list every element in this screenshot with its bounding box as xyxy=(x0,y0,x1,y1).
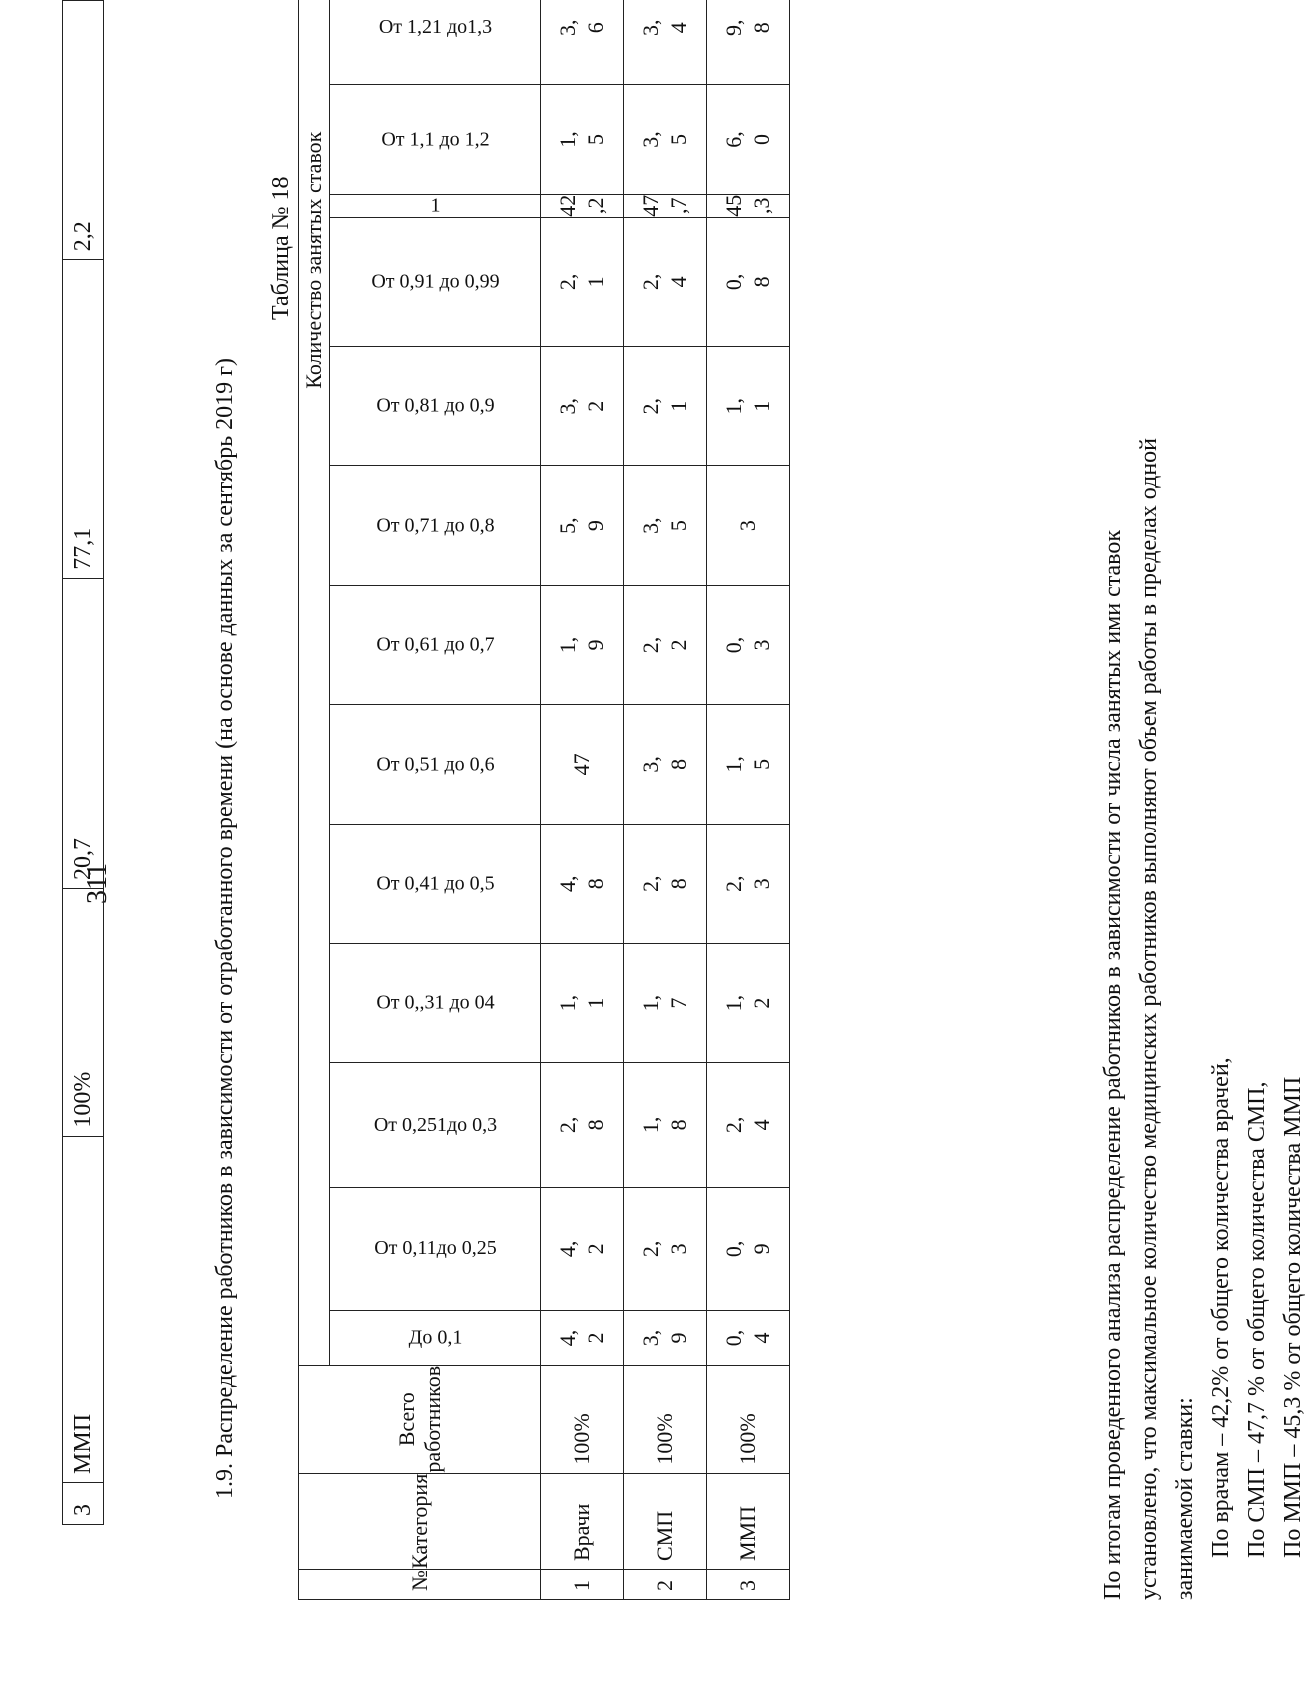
header-category: Категория xyxy=(299,1473,541,1569)
header-total: Всего работников xyxy=(299,1365,541,1473)
row-value: 1, 1 xyxy=(707,347,790,466)
paragraph-line-2: установлено, что максимальное количество медицинских работников выполняют объем работы в пределах одной xyxy=(1136,437,1162,1600)
previous-table-row xyxy=(62,0,104,1525)
row-value: 0, 9 xyxy=(707,1187,790,1311)
prev-row-category: ММП xyxy=(63,1136,104,1482)
page-number: 311 xyxy=(82,863,113,904)
prev-row-no: 3 xyxy=(63,1482,104,1524)
distribution-table xyxy=(298,0,790,1600)
row-value: 1, 2 xyxy=(707,943,790,1062)
paragraph-line-3: занимаемой ставки: xyxy=(1172,1397,1198,1600)
row-total: 100% xyxy=(541,1365,624,1473)
row-value: 3, 8 xyxy=(624,705,707,824)
row-value: 0, 8 xyxy=(707,217,790,346)
row-value: 45 ,3 xyxy=(707,194,790,217)
summary-line-2: По СМП – 47,7 % от общего количества СМП, xyxy=(1244,1081,1270,1558)
row-value: 1, 5 xyxy=(707,705,790,824)
row-value: 3, 9 xyxy=(624,1311,707,1366)
range-header-label: От 0,61 до 0,7 xyxy=(375,633,495,656)
section-heading: 1.9. Распределение работников в зависимости от отработанного времени (на основе данных за сентябрь 2019 г) xyxy=(212,357,238,1499)
row-value: 2, 4 xyxy=(624,217,707,346)
row-value: 9, 8 xyxy=(707,0,790,85)
range-header-label: От 1,1 до 1,2 xyxy=(380,128,490,151)
prev-row-total: 100% xyxy=(63,889,104,1137)
row-value: 1, 8 xyxy=(624,1063,707,1187)
row-value: 3, 5 xyxy=(624,85,707,194)
table-row xyxy=(541,0,624,1600)
row-value: 2, 8 xyxy=(541,1063,624,1187)
range-header-7 xyxy=(330,585,541,704)
summary-line-3: По ММП – 45,3 % от общего количества ММП xyxy=(1280,1076,1306,1558)
range-header-6 xyxy=(330,705,541,824)
range-header-4 xyxy=(330,943,541,1062)
table-row xyxy=(624,0,707,1600)
row-value: 1, 9 xyxy=(541,585,624,704)
row-category: СМП xyxy=(624,1473,707,1569)
summary-line-1: По врачам – 42,2% от общего количества врачей, xyxy=(1208,1057,1234,1558)
range-header-label: 1 xyxy=(430,194,440,217)
range-header-13 xyxy=(330,0,541,85)
row-total: 100% xyxy=(624,1365,707,1473)
row-value: 2, 1 xyxy=(541,217,624,346)
prev-row-value-1: 20,7 xyxy=(63,578,104,888)
range-header-row xyxy=(330,0,541,1600)
row-value: 4, 2 xyxy=(541,1187,624,1311)
row-value: 3, 4 xyxy=(624,0,707,85)
range-header-label: От 0,,31 до 04 xyxy=(375,991,495,1014)
row-value: 3 xyxy=(707,466,790,585)
row-value: 1, 5 xyxy=(541,85,624,194)
row-value: 5, 9 xyxy=(541,466,624,585)
row-value: 1, 7 xyxy=(624,943,707,1062)
range-header-10 xyxy=(330,217,541,346)
row-value: 2, 4 xyxy=(707,1063,790,1187)
range-header-label: От 0,81 до 0,9 xyxy=(375,394,495,417)
range-header-label: От 1,21 до1,3 xyxy=(378,16,492,39)
row-total: 100% xyxy=(707,1365,790,1473)
row-category: ММП xyxy=(707,1473,790,1569)
range-header-label: До 0,1 xyxy=(408,1326,462,1349)
row-value: 42 ,2 xyxy=(541,194,624,217)
row-value: 47 ,7 xyxy=(624,194,707,217)
range-header-label: От 0,41 до 0,5 xyxy=(375,872,495,895)
row-category: Врачи xyxy=(541,1473,624,1569)
range-header-12 xyxy=(330,85,541,194)
range-header-label: От 0,11до 0,25 xyxy=(373,1237,497,1260)
row-no: 2 xyxy=(624,1570,707,1600)
range-header-label: От 0,251до 0,3 xyxy=(373,1113,497,1136)
row-value: 4, 2 xyxy=(541,1311,624,1366)
row-value: 2, 3 xyxy=(624,1187,707,1311)
row-value: 0, 4 xyxy=(707,1311,790,1366)
row-value: 0, 3 xyxy=(707,585,790,704)
row-value: 4, 8 xyxy=(541,824,624,943)
table-row xyxy=(707,0,790,1600)
range-header-label: От 0,71 до 0,8 xyxy=(375,514,495,537)
range-header-9 xyxy=(330,347,541,466)
row-value: 6, 0 xyxy=(707,85,790,194)
row-value: 2, 8 xyxy=(624,824,707,943)
prev-row-value-3: 2,2 xyxy=(63,1,104,260)
range-header-5 xyxy=(330,824,541,943)
paragraph-line-1: По итогам проведенного анализа распределение работников в зависимости от числа занятых ими ставок xyxy=(1100,529,1126,1600)
row-value: 2, 3 xyxy=(707,824,790,943)
range-header-2 xyxy=(330,1187,541,1311)
range-header-label: От 0,51 до 0,6 xyxy=(375,752,495,775)
row-value: 2, 1 xyxy=(624,347,707,466)
table-label: Таблица № 18 xyxy=(268,176,294,320)
row-no: 3 xyxy=(707,1570,790,1600)
row-value: 2, 2 xyxy=(624,585,707,704)
range-header-8 xyxy=(330,466,541,585)
range-header-label: От 0,91 до 0,99 xyxy=(370,270,500,293)
row-no: 1 xyxy=(541,1570,624,1600)
range-header-1 xyxy=(330,1311,541,1366)
row-value: 47 xyxy=(541,705,624,824)
row-value: 3, 2 xyxy=(541,347,624,466)
range-header-3 xyxy=(330,1063,541,1187)
header-no: № xyxy=(299,1570,541,1600)
row-value: 3, 5 xyxy=(624,466,707,585)
range-header-11 xyxy=(330,194,541,217)
row-value: 1, 1 xyxy=(541,943,624,1062)
prev-row-value-2: 77,1 xyxy=(63,260,104,579)
row-value: 3, 6 xyxy=(541,0,624,85)
header-group: Количество занятых ставок xyxy=(299,0,330,1365)
